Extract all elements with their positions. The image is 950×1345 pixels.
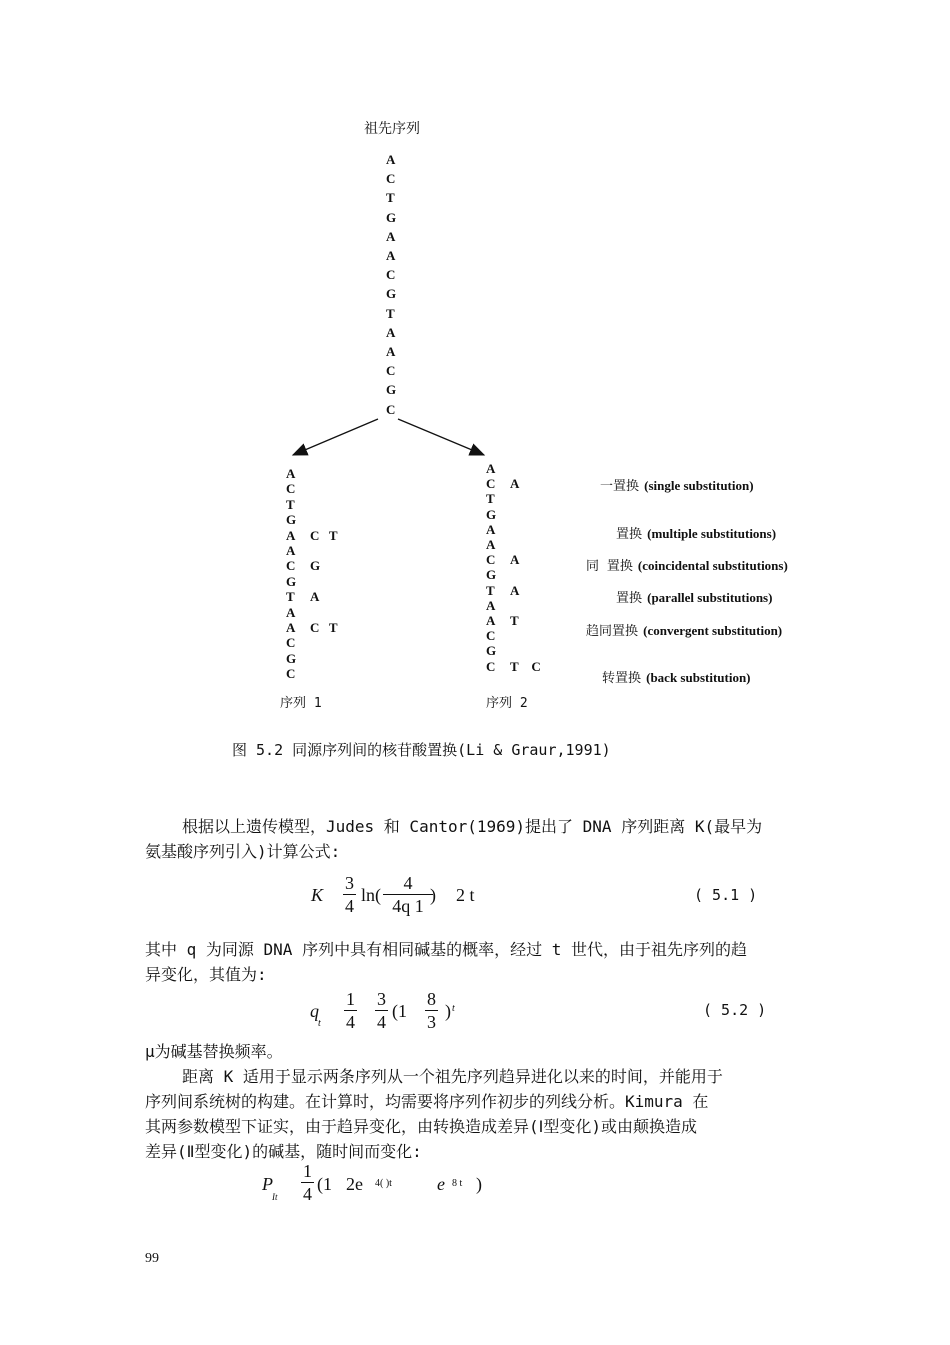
ancestor-base-12: G (386, 382, 397, 398)
ancestor-base-10: A (386, 344, 396, 360)
paragraph-1-line-1: 根据以上遗传模型，Judes 和 Cantor(1969)提出了 DNA 序列距离 K(最早为 (182, 817, 763, 836)
sequence-1 (286, 466, 296, 682)
eq1-close: ) (430, 885, 436, 905)
sequence-2-mutations (510, 461, 541, 674)
paragraph-1-line-2: 氨基酸序列引入)计算公式: (145, 842, 341, 861)
seq1-base-3: G (286, 512, 297, 528)
eq3-two-e: 2e (346, 1174, 363, 1194)
eq3-P: P (262, 1174, 273, 1194)
seq1-mutation-blank (310, 543, 338, 558)
eq2-sub: t (318, 1018, 321, 1029)
eq2-q: q (310, 1001, 319, 1021)
seq2-mutation-blank (510, 643, 541, 658)
figure-caption: 图 5.2 同源序列间的核苷酸置换(Li & Graur,1991) (232, 741, 611, 759)
legend-parallel: 置换 (parallel substitutions) (616, 590, 773, 606)
seq2-base-3: G (486, 506, 497, 522)
seq2-mutation-blank (510, 507, 541, 522)
seq1-base-5: A (286, 543, 296, 559)
ancestor-base-3: G (386, 209, 397, 225)
seq2-base-1: C (486, 476, 496, 492)
eq1-ln: ln( (361, 885, 381, 905)
eq3-close: ) (476, 1174, 482, 1194)
paragraph-2-line-1: 其中 q 为同源 DNA 序列中具有相同碱基的概率，经过 t 世代，由于祖先序列的趋 (145, 940, 747, 959)
eq3-exp2: 8 t (452, 1178, 463, 1189)
eq1-fraction-4-4q-1: $\frac{4}{4q 1}$ (383, 872, 433, 917)
ancestor-base-5: A (386, 248, 396, 264)
eq3-open: (1 (317, 1174, 332, 1194)
sequence-1-mutations (310, 466, 338, 682)
seq1-mutation-blank (310, 574, 338, 589)
seq1-base-8: T (286, 589, 295, 605)
seq1-base-6: C (286, 558, 296, 574)
seq2-mutation-blank (510, 461, 541, 476)
seq2-base-0: A (486, 461, 496, 476)
seq2-base-2: T (486, 491, 495, 507)
legend-coincidental: 同 置换 (coincidental substitutions) (586, 558, 788, 574)
seq2-base-9: A (486, 597, 496, 613)
legend-back: 转置换 (back substitution) (602, 670, 751, 686)
paragraph-3-line-2: 序列间系统树的构建。在计算时，均需要将序列作初步的列线分析。Kimura 在 (145, 1092, 709, 1111)
seq2-mutation-8: A (510, 582, 520, 598)
seq2-base-8: T (486, 582, 495, 598)
eq2-open: (1 (392, 1001, 407, 1021)
seq2-mutation-13: T C (510, 658, 541, 674)
seq1-mutation-blank (310, 605, 338, 620)
paragraph-3-line-3: 其两参数模型下证实，由于趋异变化，由转换造成差异(Ⅰ型变化)或由颠换造成 (145, 1117, 697, 1136)
paragraph-3-line-1: 距离 K 适用于显示两条序列从一个祖先序列趋异进化以来的时间，并能用于 (182, 1067, 723, 1086)
seq1-base-10: A (286, 620, 296, 636)
seq2-mutation-blank (510, 598, 541, 613)
seq2-base-5: A (486, 537, 496, 553)
ancestor-base-0: A (386, 152, 396, 167)
seq2-mutation-1: A (510, 476, 520, 492)
eq2-fraction-3-4: $\frac{3}{4}$ (377, 989, 386, 1032)
eq3-fraction-1-4: $\frac{1}{4}$ (303, 1161, 312, 1204)
ancestor-base-9: A (386, 324, 396, 340)
eq1-K: K (311, 885, 324, 905)
eq2-fraction-8-3: $\frac{8}{3}$ (427, 989, 436, 1032)
seq2-base-7: G (486, 567, 497, 583)
eq2-close: ) (445, 1001, 451, 1021)
sequence-1-label: 序列 1 (280, 696, 322, 711)
eq3-sub: It (272, 1192, 278, 1202)
seq1-base-11: C (286, 635, 296, 651)
arrow-right (398, 419, 484, 455)
eq3-exp1: 4( )t (375, 1178, 392, 1189)
paragraph-2-line-2: 异变化，其值为: (145, 965, 267, 984)
eq1-number: ( 5.1 ) (694, 886, 758, 904)
ancestor-label: 祖先序列 (364, 121, 420, 137)
branch-arrows (0, 0, 950, 470)
seq1-base-7: G (286, 573, 297, 589)
seq1-mutation-blank (310, 651, 338, 666)
seq2-mutation-10: T (510, 613, 519, 629)
seq1-mutation-blank (310, 512, 338, 527)
eq1-fraction-3-4: $\frac{3}{4}$ (345, 873, 354, 916)
seq1-base-2: T (286, 496, 295, 512)
seq2-mutation-blank (510, 537, 541, 552)
ancestor-base-2: T (386, 190, 395, 206)
seq2-mutation-blank (510, 628, 541, 643)
seq2-mutation-blank (510, 567, 541, 582)
mu-definition: μ为碱基替换频率。 (145, 1042, 283, 1061)
seq2-base-10: A (486, 613, 496, 629)
seq1-mutation-blank (310, 481, 338, 496)
seq1-mutation-blank (310, 666, 338, 681)
ancestor-base-6: C (386, 267, 396, 283)
page-number: 99 (145, 1251, 159, 1266)
seq1-base-1: C (286, 481, 296, 497)
ancestor-base-11: C (386, 363, 396, 379)
seq1-base-4: A (286, 527, 296, 543)
seq1-base-0: A (286, 466, 296, 481)
seq2-mutation-6: A (510, 552, 520, 568)
ancestor-base-1: C (386, 171, 396, 187)
legend-single: 一置换 (single substitution) (600, 478, 754, 494)
arrow-left (293, 419, 378, 455)
seq1-base-9: A (286, 604, 296, 620)
seq2-mutation-blank (510, 491, 541, 506)
ancestor-base-13: C (386, 401, 396, 417)
ancestor-base-8: T (386, 305, 395, 321)
seq1-mutation-6: G (310, 558, 321, 574)
eq3-e: e (437, 1174, 445, 1194)
seq1-mutation-blank (310, 497, 338, 512)
seq1-mutation-8: A (310, 589, 320, 605)
seq2-base-4: A (486, 521, 496, 537)
seq2-base-13: C (486, 658, 496, 674)
seq1-mutation-blank (310, 466, 338, 481)
seq1-base-12: G (286, 650, 297, 666)
seq1-mutation-blank (310, 635, 338, 650)
seq1-mutation-10: C T (310, 620, 338, 636)
seq1-mutation-4: C T (310, 527, 338, 543)
sequence-2-label: 序列 2 (486, 696, 528, 711)
seq2-mutation-blank (510, 522, 541, 537)
eq2-sup: t (452, 1003, 455, 1014)
legend-convergent: 趋同置换 (convergent substitution) (586, 623, 783, 639)
seq2-base-6: C (486, 552, 496, 568)
sequence-2 (486, 461, 496, 674)
eq2-fraction-1-4: $\frac{1}{4}$ (346, 989, 355, 1032)
eq2-number: ( 5.2 ) (703, 1001, 767, 1019)
eq1-tail: 2 t (456, 885, 475, 905)
seq2-base-12: G (486, 643, 497, 659)
legend-multiple: 置换 (multiple substitutions) (616, 526, 777, 542)
ancestor-base-4: A (386, 228, 396, 244)
seq2-base-11: C (486, 628, 496, 644)
paragraph-3-line-4: 差异(Ⅱ型变化)的碱基，随时间而变化: (145, 1142, 422, 1161)
ancestor-base-7: G (386, 286, 397, 302)
seq1-base-13: C (286, 666, 296, 682)
